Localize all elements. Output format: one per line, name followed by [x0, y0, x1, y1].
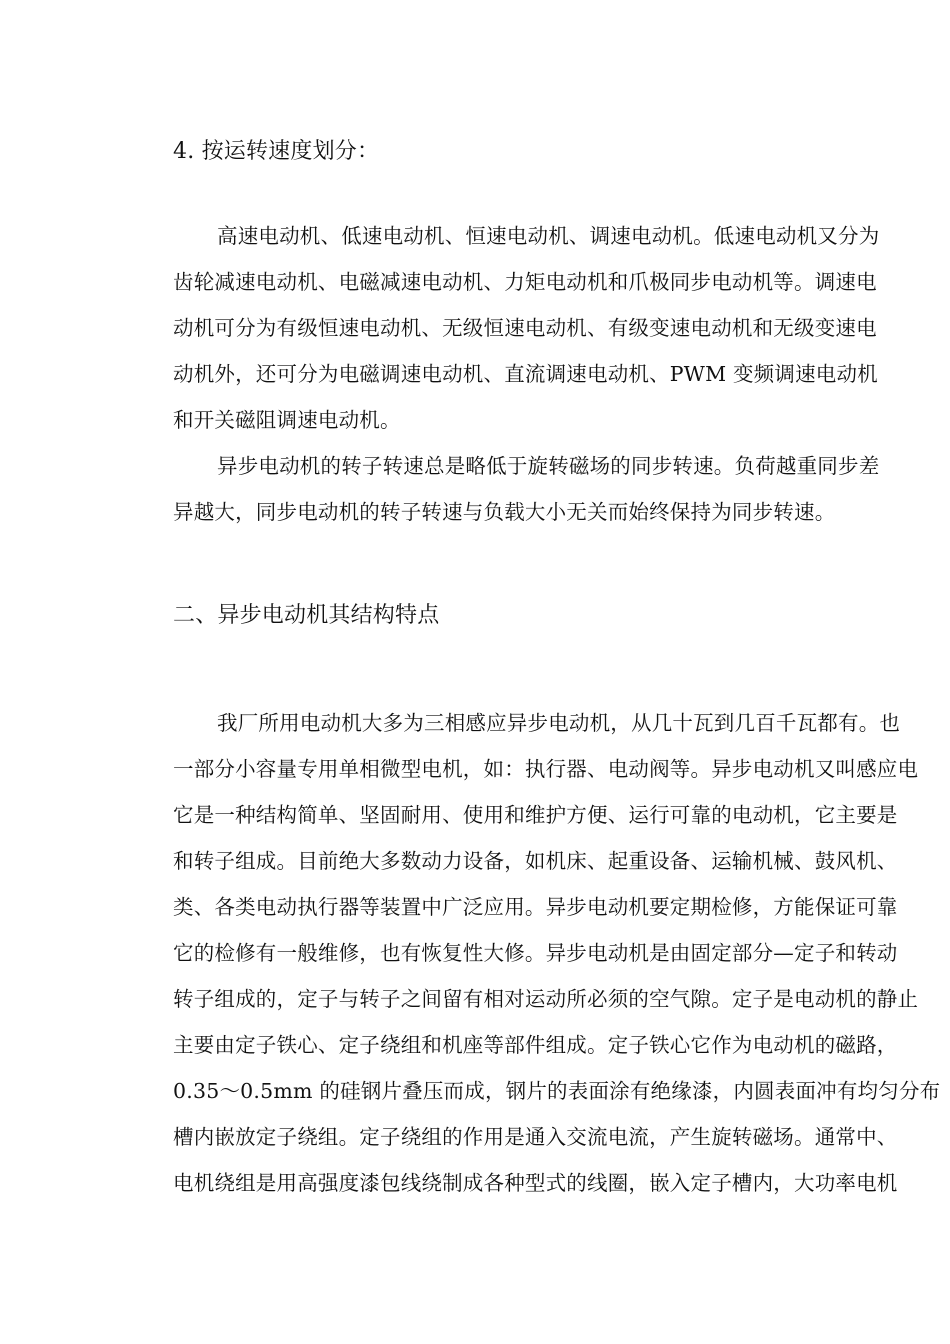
paragraph-line: 齿轮减速电动机、电磁减速电动机、力矩电动机和爪极同步电动机等。调速电 [173, 270, 877, 294]
paragraph-line: 异步电动机的转子转速总是略低于旋转磁场的同步转速。负荷越重同步差 [217, 454, 880, 478]
paragraph-line: 电机绕组是用高强度漆包线绕制成各种型式的线圈，嵌入定子槽内，大功率电机 [173, 1171, 898, 1195]
paragraph-line: 0.35～0.5mm 的硅钢片叠压而成，钢片的表面涂有绝缘漆，内圆表面冲有均匀分布 [173, 1079, 941, 1103]
paragraph-line: 它是一种结构简单、坚固耐用、使用和维护方便、运行可靠的电动机，它主要是 [173, 803, 898, 827]
paragraph-line: 我厂所用电动机大多为三相感应异步电动机，从几十瓦到几百千瓦都有。也 [217, 711, 901, 735]
paragraph-line: 转子组成的，定子与转子之间留有相对运动所必须的空气隙。定子是电动机的静止 [173, 987, 919, 1011]
paragraph-line: 和转子组成。目前绝大多数动力设备，如机床、起重设备、运输机械、鼓风机、 [173, 849, 898, 873]
paragraph-line: 高速电动机、低速电动机、恒速电动机、调速电动机。低速电动机又分为 [217, 224, 880, 248]
paragraph-line: 异越大，同步电动机的转子转速与负载大小无关而始终保持为同步转速。 [173, 500, 836, 524]
paragraph-line: 类、各类电动执行器等装置中广泛应用。异步电动机要定期检修，方能保证可靠 [173, 895, 898, 919]
section-heading-structure: 二、异步电动机其结构特点 [173, 603, 440, 628]
paragraph-line: 主要由定子铁心、定子绕组和机座等部件组成。定子铁心它作为电动机的磁路， [173, 1033, 898, 1057]
paragraph-line: 动机外，还可分为电磁调速电动机、直流调速电动机、PWM 变频调速电动机 [173, 362, 878, 386]
paragraph-line: 动机可分为有级恒速电动机、无级恒速电动机、有级变速电动机和无级变速电 [173, 316, 877, 340]
paragraph-line: 和开关磁阻调速电动机。 [173, 408, 401, 432]
section-heading-speed: 4. 按运转速度划分： [173, 139, 380, 164]
paragraph-line: 一部分小容量专用单相微型电机，如：执行器、电动阀等。异步电动机又叫感应电 [173, 757, 919, 781]
paragraph-line: 它的检修有一般维修，也有恢复性大修。异步电动机是由固定部分—定子和转动 [173, 941, 898, 965]
paragraph-line: 槽内嵌放定子绕组。定子绕组的作用是通入交流电流，产生旋转磁场。通常中、 [173, 1125, 898, 1149]
